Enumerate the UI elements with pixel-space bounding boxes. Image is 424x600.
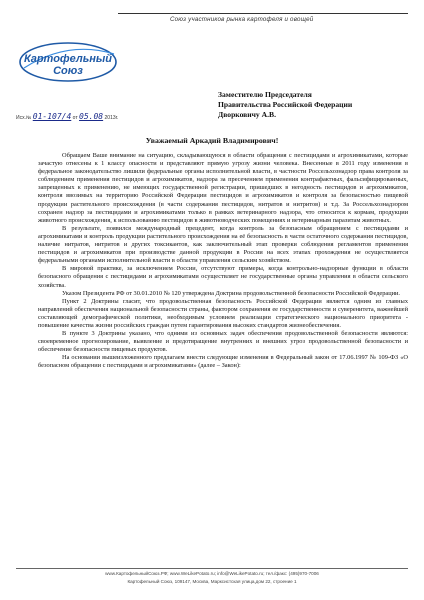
body-paragraph: Указом Президента РФ от 30.01.2010 № 120 утверждена Доктрина продовольственной безопасности Российской Федерации. — [62, 289, 401, 297]
outgoing-date: 05.08 — [79, 112, 104, 121]
union-tagline: Союз участников рынка картофеля и овощей — [170, 16, 314, 23]
outgoing-year: 2013г. — [104, 115, 119, 121]
header-rule — [118, 13, 408, 14]
letter-body — [38, 152, 408, 566]
body-paragraph: На основании вышеизложенного предлагаем внести следующие изменения в Федеральный закон от 17.06.1997 № 109-ФЗ «О безопасном обращении с пестицидами и агрохимикатами» (далее – Закон): — [38, 354, 408, 370]
body-paragraph: Обращаем Ваше внимание на ситуацию, складывающуюся в области обращения с пестицидами и агрохимикатами, которые зачастую отнесены к 1 классу опасности и представляют прямую угрозу жизни человека. Внесенные в 2011 году изменения в федеральное законодательство лишили федеральные органы исполнительной власти, в частности Россельхознадзор права контроля за соблюдением применения пестицидов и агрохимикатов, надзора за пресечением применения контрафактных, фальсифицированных, запрещенных к применению, не имеющих государственной регистрации, пришедших в негодность пестицидов и агрохимикатов, контроля ввозимых на территорию Российской Федерации пестицидов и агрохимикатов и контроля за безопасностью пищевой продукции растительного происхождения (в части содержания пестицидов, нитратов и нитритов) и т.д. За Россельхознадзором сохранен надзор за пестицидами и агрохимикатами только в рамках ветеринарного надзора, что относится к кормам, продукции животного происхождения, к использованию пестицидов в животноводческих помещениях и ветеринарным паразитам животных. — [38, 152, 408, 224]
logo-line2: Союз — [53, 65, 83, 77]
outgoing-prefix: Исх.№ — [16, 115, 32, 121]
addressee-block — [218, 90, 352, 120]
body-paragraph: В результате, появился международный прецедент, когда контроль за безопасным обращением с пестицидами и агрохимикатами и контроль продукции растительного происхождения на её безопасность в части остаточного содержания пестицидов, наличие нитратов, нитритов и других токсикантов, как заключительный этап проверки соблюдения регламентов применения пестицидов и агрохимикатов при производстве данной продукции в России на всех этапах прохождения не осуществляется федеральными органами исполнительной власти в области управления сельским хозяйством. — [38, 224, 408, 265]
footer-contacts: www.КартофельныйСоюз.РФ; www.WeLikePotato.ru; info@WeLikePotato.ru; тел./факс: (495)970-7006 — [105, 571, 319, 576]
greeting: Уважаемый Аркадий Владимирович! — [145, 136, 279, 145]
kartofelny-soyuz-logo — [18, 38, 118, 84]
addressee-line1: Заместителю Председателя — [218, 90, 312, 99]
body-paragraph: В мировой практике, за исключением России, отсутствуют примеры, когда контрольно-надзорные функции в области безопасного обращения с пестицидами и агрохимикатами осуществляет не государственные органы управления в области сельского хозяйства. — [38, 265, 408, 289]
outgoing-number: 01-107/4 — [32, 112, 72, 121]
body-paragraph: Пункт 2 Доктрины гласит, что продовольственная безопасность Российской Федерации является одним из главных направлений обеспечения национальной безопасности страны, фактором сохранения ее государственности и суверенитета, важнейшей составляющей демографической политики, необходимым условием реализации стратегического национального приоритета - повышение качества жизни российских граждан путем гарантирования высоких стандартов жизнеобеспечения. — [38, 297, 408, 329]
addressee-line2: Правительства Российской Федерации — [218, 100, 353, 109]
logo-line1: Картофельный — [23, 53, 113, 65]
body-paragraph: В пункте 3 Доктрины указано, что одними из основных задач обеспечения продовольственной безопасности являются: своевременное прогнозирование, выявление и предотвращение внутренних и внешних угроз продовольственной безопасности и обеспечение безопасности пищевых продуктов. — [38, 330, 408, 354]
potato-union-logo-icon — [18, 38, 118, 84]
outgoing-reference — [16, 112, 118, 121]
addressee-line3: Дворковичу А.В. — [218, 110, 276, 119]
outgoing-from: от — [72, 115, 78, 121]
footer-rule — [16, 568, 408, 569]
footer-address: Картофельный Союз, 109147, Москва, Марксистская улица,дом 22, строение 1 — [127, 579, 297, 584]
